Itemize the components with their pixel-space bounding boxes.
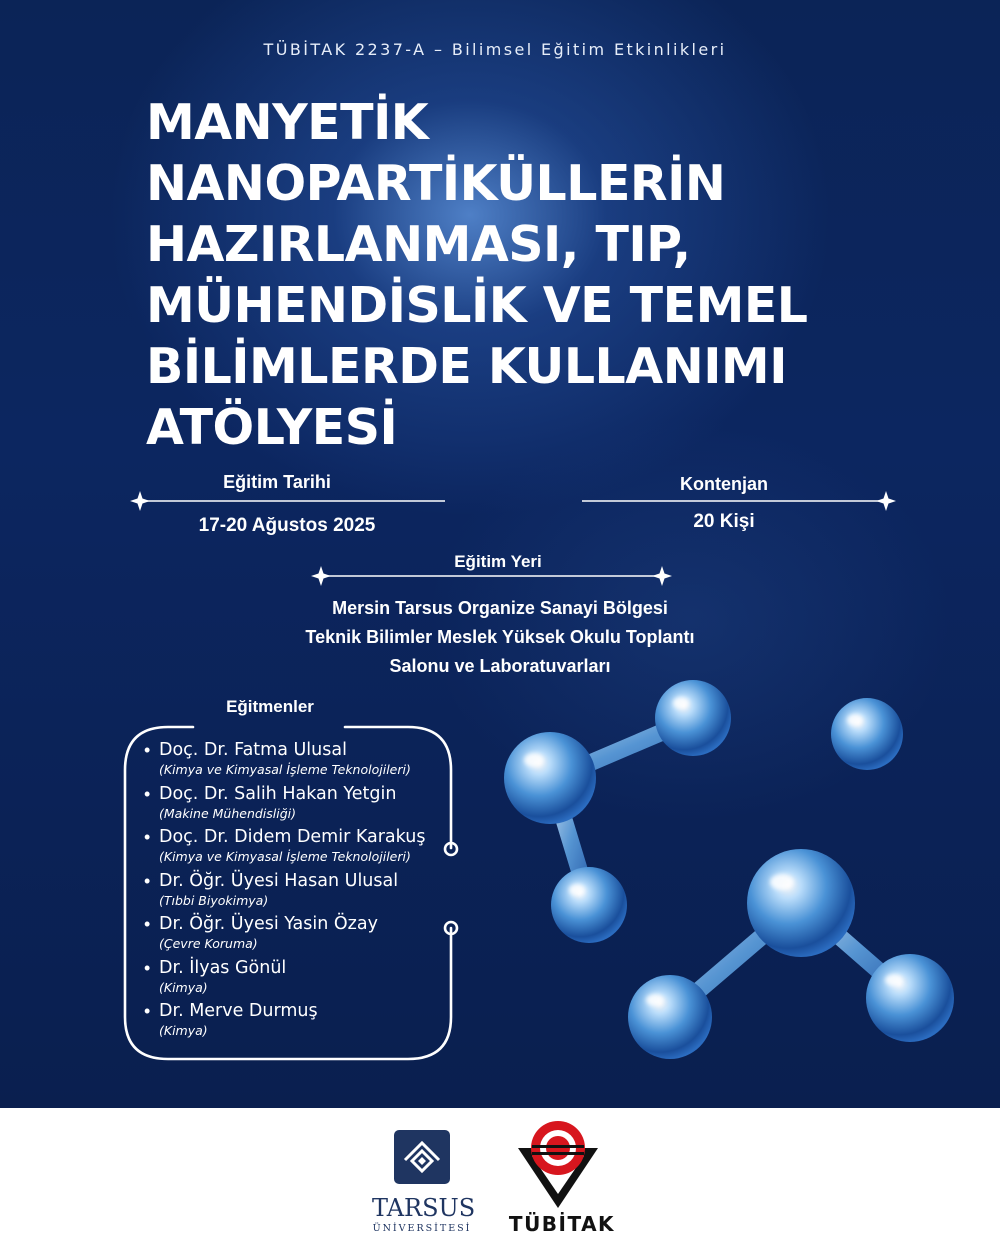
date-value: 17-20 Ağustos 2025 bbox=[198, 515, 376, 536]
trainer-item bbox=[144, 870, 444, 914]
title-line: NANOPARTİKÜLLERİN bbox=[146, 155, 726, 212]
sparkle-icon bbox=[876, 491, 896, 511]
sparkle-icon bbox=[311, 566, 331, 586]
trainer-name: • Doç. Dr. Salih Hakan Yetgin bbox=[159, 783, 397, 804]
place-line: Mersin Tarsus Organize Sanayi Bölgesi bbox=[332, 598, 668, 618]
title-line: MÜHENDİSLİK VE TEMEL bbox=[146, 277, 808, 334]
logo-footer bbox=[0, 1108, 1000, 1250]
place-text bbox=[200, 594, 800, 681]
trainer-dept: (Kimya ve Kimyasal İşleme Teknolojileri) bbox=[159, 762, 411, 777]
atom bbox=[831, 698, 903, 770]
trainer-item bbox=[144, 1000, 444, 1044]
trainer-name: • Doç. Dr. Didem Demir Karakuş bbox=[159, 827, 426, 847]
footer-logos bbox=[0, 1108, 1000, 1250]
tarsus-name: TARSUS bbox=[372, 1194, 476, 1222]
trainer-dept: (Kimya ve Kimyasal İşleme Teknolojileri) bbox=[159, 849, 411, 864]
trainer-dept: (Çevre Koruma) bbox=[159, 936, 258, 951]
trainer-dept: (Kimya) bbox=[159, 1023, 208, 1038]
trainer-item bbox=[144, 783, 444, 827]
trainers-title: Eğitmenler bbox=[226, 697, 314, 716]
trainer-item bbox=[144, 739, 444, 783]
trainer-item bbox=[144, 826, 444, 870]
trainer-name: • Dr. İlyas Gönül bbox=[159, 957, 287, 978]
trainer-item bbox=[144, 913, 444, 957]
atom bbox=[504, 732, 596, 824]
place-line: Salonu ve Laboratuvarları bbox=[389, 656, 611, 676]
sparkle-icon bbox=[130, 491, 150, 511]
trainer-dept: (Kimya) bbox=[159, 979, 208, 995]
tubitak-logo-icon bbox=[518, 1121, 598, 1208]
title-line: ATÖLYESİ bbox=[146, 399, 398, 456]
trainer-name: • Doç. Dr. Fatma Ulusal bbox=[159, 740, 347, 760]
sparkle-icon bbox=[652, 566, 672, 586]
title-line: BİLİMLERDE KULLANIMI bbox=[146, 338, 787, 395]
title-line: HAZIRLANMASI, TIP, bbox=[146, 216, 691, 273]
date-divider bbox=[130, 491, 445, 511]
molecule-illustration bbox=[504, 680, 954, 1059]
date-label: Eğitim Tarihi bbox=[223, 472, 331, 492]
trainer-item bbox=[144, 957, 444, 1001]
trainer-name: • Dr. Öğr. Üyesi Yasin Özay bbox=[159, 914, 378, 934]
quota-value: 20 Kişi bbox=[693, 511, 755, 532]
atom bbox=[628, 975, 712, 1059]
trainer-dept: (Tıbbi Biyokimya) bbox=[159, 892, 269, 908]
tubitak-name: TÜBİTAK bbox=[508, 1212, 616, 1236]
place-label: Eğitim Yeri bbox=[454, 552, 542, 571]
trainer-name: • Dr. Merve Durmuş bbox=[159, 1001, 318, 1021]
atom bbox=[747, 849, 855, 957]
atom bbox=[655, 680, 731, 756]
series-title: TÜBİTAK 2237-A – Bilimsel Eğitim Etkinlikleri bbox=[263, 40, 727, 59]
page-title bbox=[146, 92, 866, 458]
trainer-name: • Dr. Öğr. Üyesi Hasan Ulusal bbox=[159, 870, 399, 891]
place-line: Teknik Bilimler Meslek Yüksek Okulu Toplantı bbox=[305, 627, 695, 647]
atom bbox=[866, 954, 954, 1042]
quota-label: Kontenjan bbox=[680, 474, 768, 494]
tarsus-subtitle: ÜNİVERSİTESİ bbox=[372, 1223, 472, 1234]
atom bbox=[551, 867, 627, 943]
title-line: MANYETİK bbox=[146, 94, 429, 151]
tarsus-logo-icon bbox=[394, 1130, 450, 1184]
trainer-dept: (Makine Mühendisliği) bbox=[159, 805, 297, 821]
trainers-list bbox=[144, 739, 444, 1044]
